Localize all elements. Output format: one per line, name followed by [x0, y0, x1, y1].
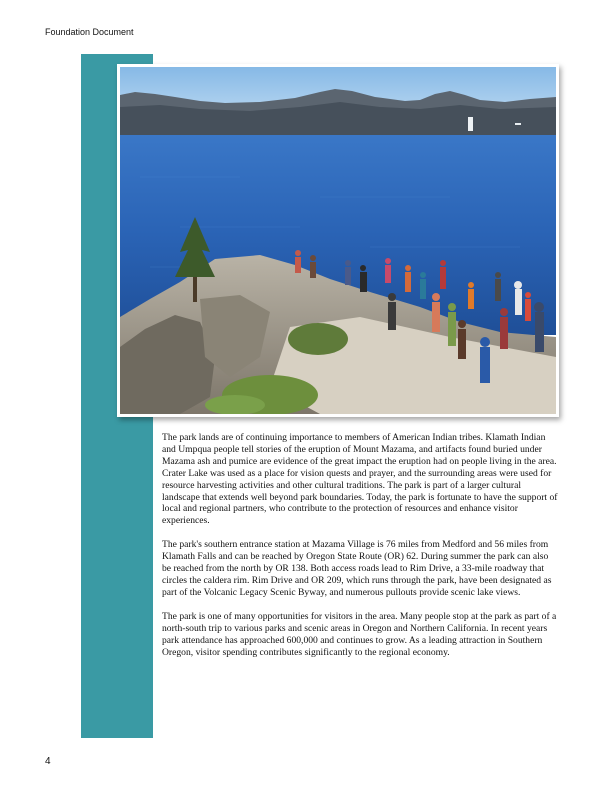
- page-number: 4: [45, 756, 51, 767]
- paragraph-access: The park's southern entrance station at Mazama Village is 76 miles from Medford and 56 miles from Klamath Falls and can be reached by Oregon State Route (OR) 62. During summer the park can also be reached from the north by OR 138. Both access roads lead to Rim Drive, a 33-mile roadway that circles the caldera rim. Rim Drive and OR 209, which runs through the park, have been designated as part of the Volcanic Legacy Scenic Byway, and numerous pullouts provide scenic lake views.: [162, 539, 552, 598]
- photo-frame: [117, 64, 559, 417]
- crater-lake-photo: [120, 67, 556, 414]
- paragraph-visitation: The park is one of many opportunities for visitors in the area. Many people stop at the park as part of a north-south trip to various parks and scenic areas in Oregon and Northern California. In recent years park attendance has approached 600,000 and continues to grow. As a leading attraction in Southern Oregon, visitor spending contributes significantly to the regional economy.: [162, 610, 557, 658]
- body-text: [162, 432, 558, 670]
- document-header: Foundation Document: [45, 27, 134, 37]
- paragraph-cultural-importance: The park lands are of continuing importance to members of American Indian tribes. Klamath Indian and Umpqua people tell stories of the eruption of Mount Mazama, and artifacts found buried under Mazama ash and pumice are evidence of the great impact the eruption had on people living in the area. Crater Lake was used as a place for vision quests and prayer, and the surrounding areas were used for resource harvesting activities and other cultural traditions. The park is part of a larger cultural landscape that extends well beyond park boundaries. Today, the park is fortunate to have the support of local and regional partners, who contribute to the protection of resources and enhance visitor experiences.: [162, 432, 558, 527]
